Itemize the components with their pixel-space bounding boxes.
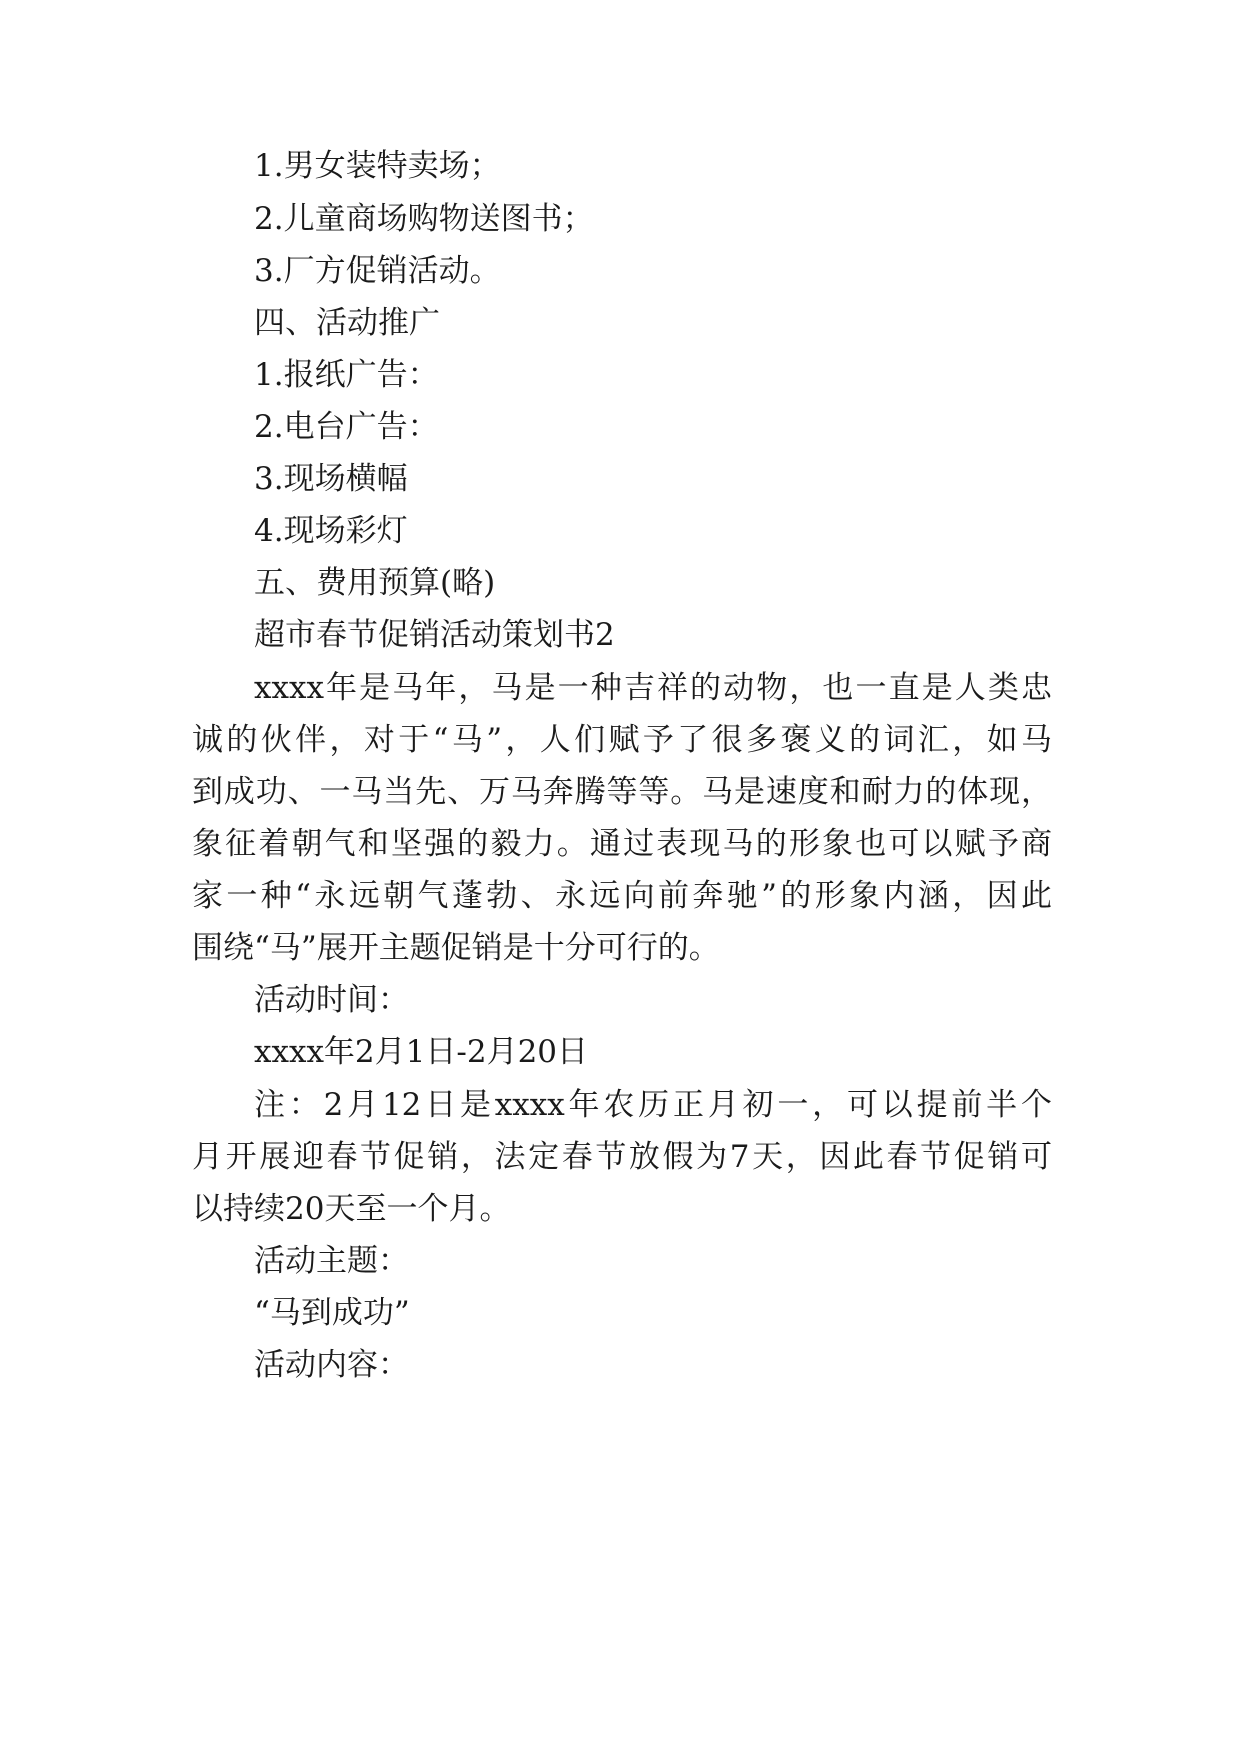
paragraph-line: 象征着朝气和坚强的毅力。通过表现马的形象也可以赋予商 [192, 826, 1052, 862]
paragraph-line: 家一种“永远朝气蓬勃、永远向前奔驰”的形象内涵，因此 [192, 878, 1052, 914]
paragraph-line: 围绕“马”展开主题促销是十分可行的。 [192, 930, 720, 966]
activity-time-label: 活动时间： [254, 982, 409, 1018]
section-heading-promotion: 四、活动推广 [254, 305, 440, 341]
note-line: 注：2月12日是xxxx年农历正月初一，可以提前半个 [254, 1087, 1052, 1123]
document-title: 超市春节促销活动策划书2 [254, 617, 615, 653]
activity-time-value: xxxx年2月1日-2月20日 [254, 1034, 589, 1070]
section-heading-budget: 五、费用预算(略) [254, 565, 496, 601]
list-item-mens-womens-sale: 1.男女装特卖场； [254, 148, 501, 184]
activity-theme-value: “马到成功” [254, 1295, 410, 1331]
paragraph-line: xxxx年是马年，马是一种吉祥的动物，也一直是人类忠 [254, 670, 1052, 706]
list-item-vendor-promotion: 3.厂方促销活动。 [254, 253, 501, 289]
list-item-newspaper-ad: 1.报纸广告： [254, 357, 439, 393]
paragraph-line: 到成功、一马当先、万马奔腾等等。马是速度和耐力的体现， [192, 774, 1052, 810]
note-line: 月开展迎春节促销，法定春节放假为7天，因此春节促销可 [192, 1139, 1052, 1175]
list-item-kids-book-gift: 2.儿童商场购物送图书； [254, 201, 594, 237]
list-item-radio-ad: 2.电台广告： [254, 409, 439, 445]
activity-content-label: 活动内容： [254, 1347, 409, 1383]
activity-theme-label: 活动主题： [254, 1243, 409, 1279]
paragraph-line: 诚的伙伴，对于“马”，人们赋予了很多褒义的词汇，如马 [192, 722, 1052, 758]
list-item-banner: 3.现场横幅 [254, 461, 408, 497]
note-line: 以持续20天至一个月。 [192, 1191, 511, 1227]
list-item-lanterns: 4.现场彩灯 [254, 513, 408, 549]
